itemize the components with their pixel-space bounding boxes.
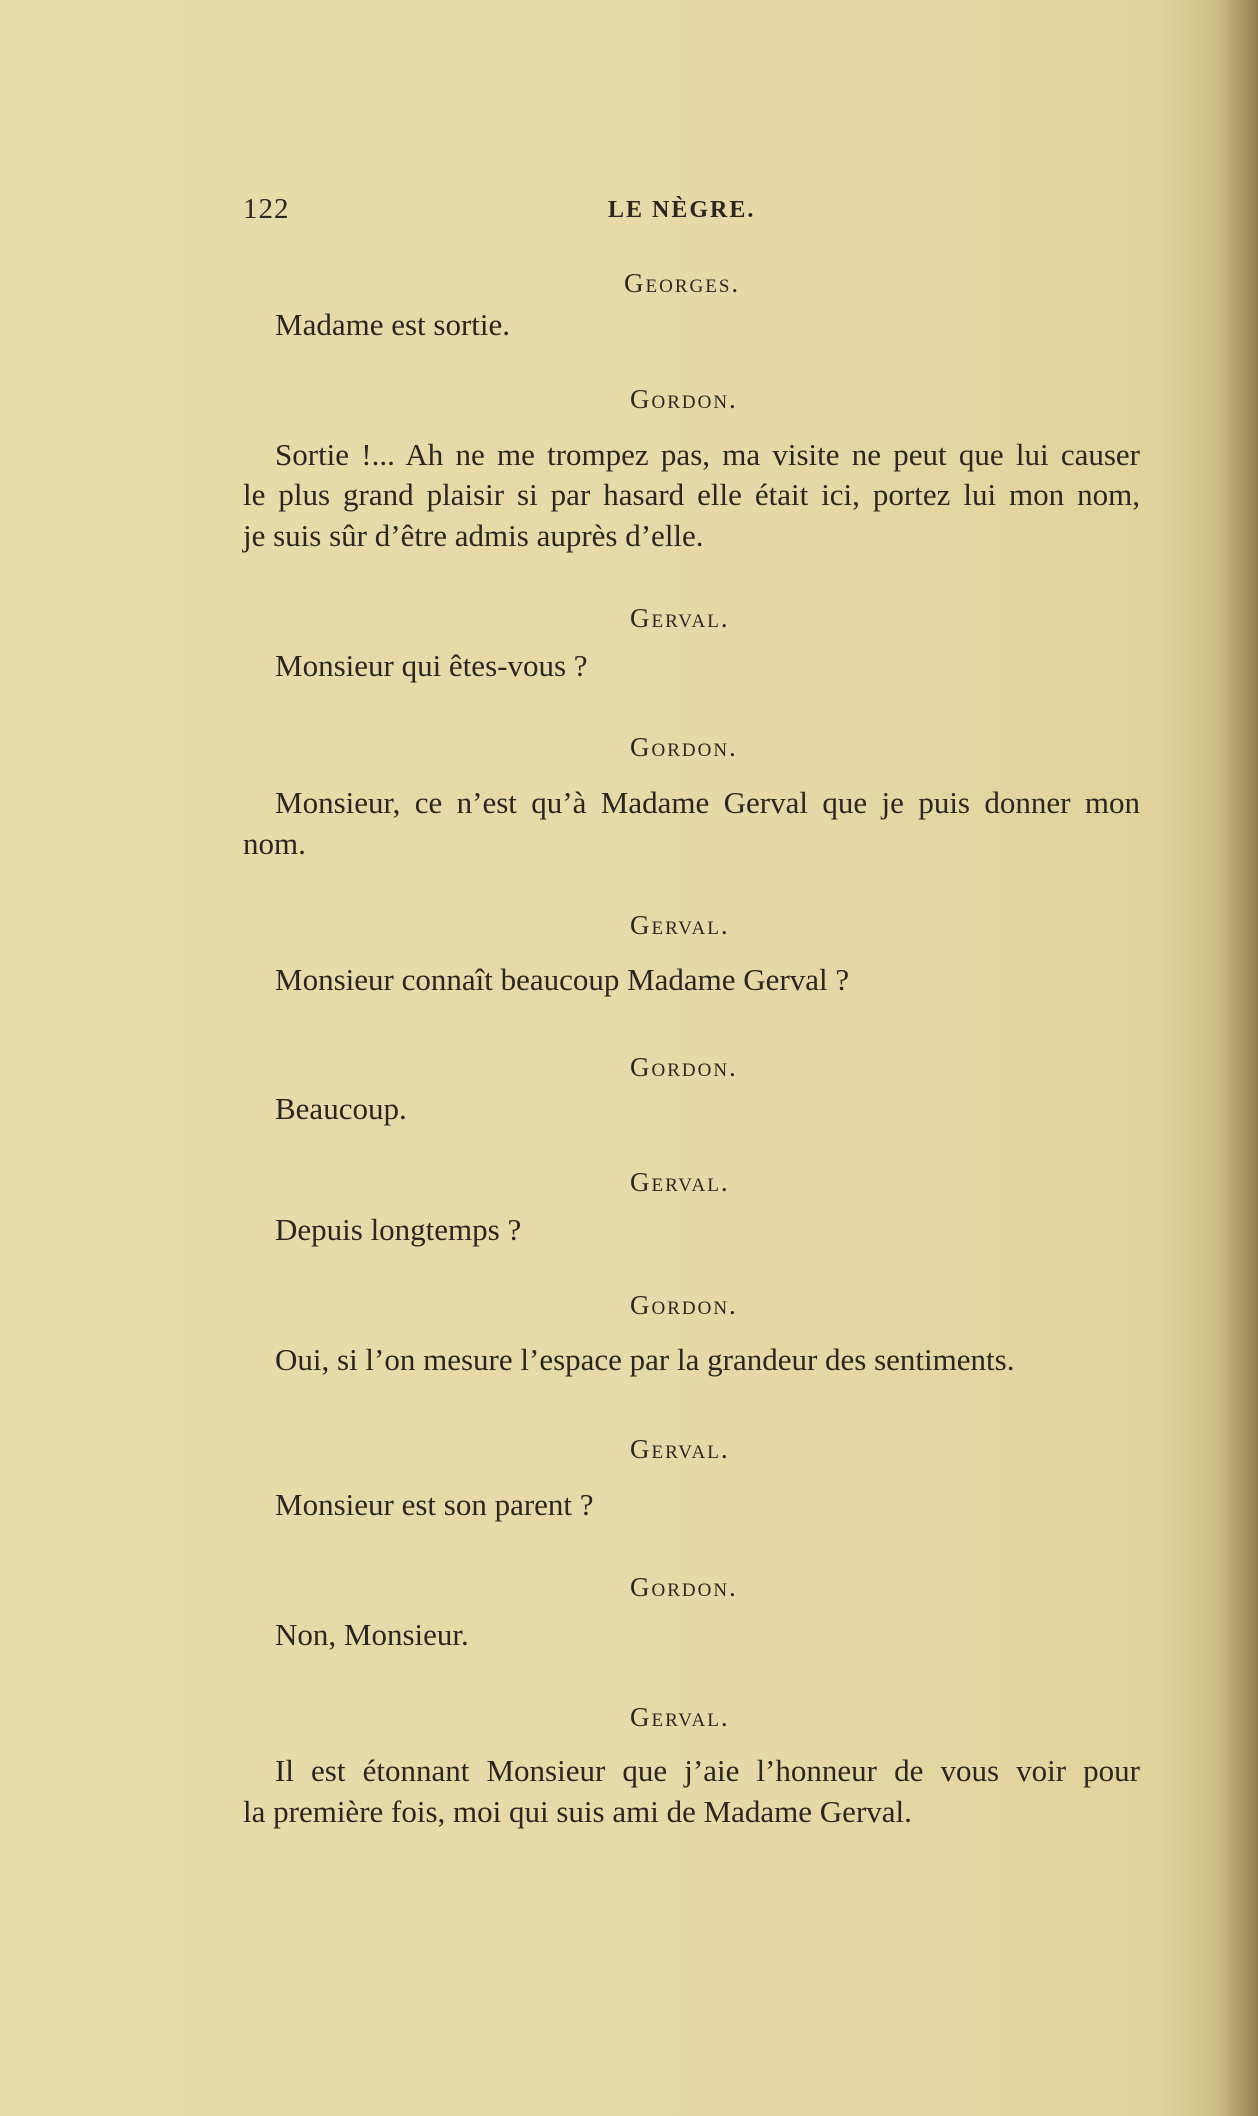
dialogue-line: Beaucoup. xyxy=(275,1091,407,1126)
dialogue-line: Non, Monsieur. xyxy=(275,1617,469,1652)
dialogue-line: Monsieur, ce n’est qu’à Madame Gerval que je puis donner mon xyxy=(275,785,1140,820)
speaker-name: Gordon. xyxy=(630,1052,738,1082)
dialogue-line: Monsieur qui êtes-vous ? xyxy=(275,648,588,683)
page-header xyxy=(243,193,1143,233)
speaker-name: Gordon. xyxy=(630,384,738,414)
dialogue-line: le plus grand plaisir si par hasard elle était ici, portez lui mon nom, xyxy=(243,477,1140,512)
dialogue-line: Il est étonnant Monsieur que j’aie l’honneur de vous voir pour xyxy=(275,1753,1140,1788)
dialogue-line: la première fois, moi qui suis ami de Madame Gerval. xyxy=(243,1794,912,1829)
page-number: 122 xyxy=(243,193,290,225)
speaker-name: Gordon. xyxy=(630,1290,738,1320)
dialogue-line: Monsieur connaît beaucoup Madame Gerval ? xyxy=(275,962,850,997)
speaker-name: Gerval. xyxy=(630,1167,730,1197)
speaker-name: Gerval. xyxy=(630,1434,730,1464)
running-title: LE NÈGRE. xyxy=(608,197,756,223)
speaker-name: Georges. xyxy=(624,268,741,298)
dialogue-line: Sortie !... Ah ne me trompez pas, ma visite ne peut que lui causer xyxy=(275,437,1140,472)
speaker-name: Gerval. xyxy=(630,603,730,633)
dialogue-line: Monsieur est son parent ? xyxy=(275,1487,594,1522)
dialogue-line: Madame est sortie. xyxy=(275,307,511,342)
speaker-name: Gerval. xyxy=(630,910,730,940)
page-gutter-shadow xyxy=(1218,0,1258,2116)
dialogue-line: nom. xyxy=(243,826,306,861)
speaker-name: Gordon. xyxy=(630,1572,738,1602)
speaker-name: Gordon. xyxy=(630,732,738,762)
dialogue-line: Oui, si l’on mesure l’espace par la grandeur des sentiments. xyxy=(275,1342,1015,1377)
speaker-name: Gerval. xyxy=(630,1702,730,1732)
dialogue-line: je suis sûr d’être admis auprès d’elle. xyxy=(243,518,704,553)
dialogue-line: Depuis longtemps ? xyxy=(275,1212,522,1247)
